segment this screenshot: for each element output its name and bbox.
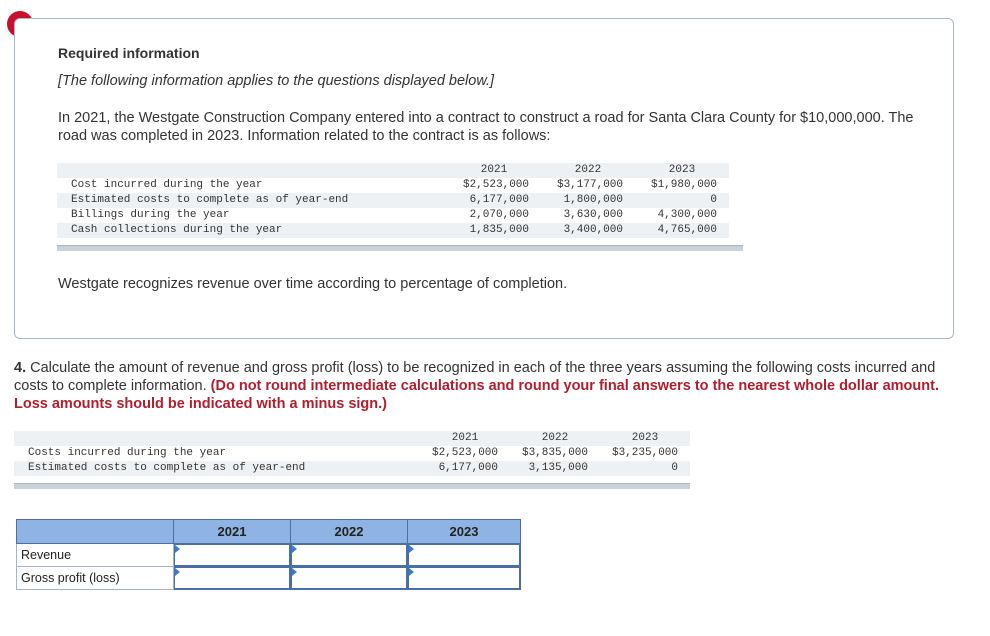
answer-header-blank xyxy=(17,520,174,544)
table-cell: 2,070,000 xyxy=(469,209,529,221)
table-row xyxy=(57,208,729,223)
answer-header-2021: 2021 xyxy=(174,520,291,544)
answer-cell xyxy=(291,544,408,567)
table-cell: 0 xyxy=(600,461,690,476)
table-cell: 6,177,000 xyxy=(420,461,510,476)
row-label: Gross profit (loss) xyxy=(17,567,174,590)
table-divider xyxy=(57,245,743,251)
answer-cell xyxy=(174,567,291,590)
table-cell: $2,523,000 xyxy=(462,179,529,191)
cell-indicator-icon xyxy=(292,568,297,576)
required-information-panel xyxy=(14,18,954,339)
table-cell: $3,835,000 xyxy=(521,447,588,459)
table-cell: $2,523,000 xyxy=(431,447,498,459)
table-cell: 3,400,000 xyxy=(541,223,635,238)
row-label: Billings during the year xyxy=(71,209,230,221)
table-cell: 1,835,000 xyxy=(447,223,541,238)
table-cell: 3,135,000 xyxy=(510,461,600,476)
table-cell: $3,235,000 xyxy=(611,447,678,459)
cell-indicator-icon xyxy=(409,568,414,576)
table-cell: 0 xyxy=(635,193,729,208)
row-label: Revenue xyxy=(17,544,174,567)
year-header: 2021 xyxy=(420,431,510,446)
revenue-2023-input[interactable] xyxy=(408,544,520,566)
question-instruction: (Do not round intermediate calculations and round your final answers to the nearest whole dollar amount. Loss amounts should be indicated with a minus sign.) xyxy=(14,378,939,412)
answer-cell xyxy=(408,544,521,567)
table-row xyxy=(57,223,729,238)
year-header: 2023 xyxy=(600,431,690,446)
gross-profit-2022-input[interactable] xyxy=(291,567,407,589)
cost-table-header xyxy=(14,431,690,446)
year-header: 2022 xyxy=(510,431,600,446)
answer-table-header xyxy=(17,520,521,544)
table-cell: 4,765,000 xyxy=(635,223,729,238)
table-row xyxy=(14,461,690,476)
row-label: Estimated costs to complete as of year-end xyxy=(57,193,447,208)
row-label: Costs incurred during the year xyxy=(28,447,227,459)
year-header: 2022 xyxy=(541,163,635,178)
required-information-title: Required information xyxy=(58,45,200,61)
table-cell: $3,177,000 xyxy=(556,179,623,191)
contract-data-table xyxy=(57,163,729,238)
table-cell: 6,177,000 xyxy=(447,193,541,208)
question-number: 4. xyxy=(14,360,27,376)
gross-profit-2023-input[interactable] xyxy=(408,567,520,589)
revenue-2022-input[interactable] xyxy=(291,544,407,566)
answer-header-2023: 2023 xyxy=(408,520,521,544)
answer-cell xyxy=(291,567,408,590)
cell-indicator-icon xyxy=(409,545,414,553)
table-cell: 1,800,000 xyxy=(541,193,635,208)
revenue-2021-input[interactable] xyxy=(174,544,290,566)
cell-indicator-icon xyxy=(175,545,180,553)
contract-table-header xyxy=(57,163,729,178)
answer-header-2022: 2022 xyxy=(291,520,408,544)
answer-cell xyxy=(408,567,521,590)
cell-indicator-icon xyxy=(175,568,180,576)
table-row xyxy=(57,193,729,208)
year-header: 2023 xyxy=(635,163,729,178)
row-label: Cash collections during the year xyxy=(57,223,447,238)
table-row xyxy=(14,446,690,461)
table-cell: 3,630,000 xyxy=(563,209,623,221)
contract-description: In 2021, the Westgate Construction Company entered into a contract to construct a road for Santa Clara County for $10,000,000. The road was completed in 2023. Information related to the contract is as follows: xyxy=(58,110,914,144)
year-header: 2021 xyxy=(447,163,541,178)
required-information-note: [The following information applies to the questions displayed below.] xyxy=(58,73,495,89)
table-row xyxy=(57,178,729,193)
cost-data-table xyxy=(14,431,690,476)
cell-indicator-icon xyxy=(292,545,297,553)
answer-table xyxy=(16,519,521,590)
row-label: Cost incurred during the year xyxy=(71,179,263,191)
answer-cell xyxy=(174,544,291,567)
table-cell: $1,980,000 xyxy=(650,179,717,191)
question-text xyxy=(14,359,944,413)
gross-profit-2021-input[interactable] xyxy=(174,567,290,589)
answer-row-gross-profit xyxy=(17,567,521,590)
table-divider xyxy=(14,483,690,489)
table-cell: 4,300,000 xyxy=(657,209,717,221)
row-label: Estimated costs to complete as of year-end xyxy=(14,461,420,476)
question-body: Calculate the amount of revenue and gross profit (loss) to be recognized in each of the three years assuming the following costs incurred and costs to complete information. xyxy=(14,360,936,394)
revenue-method-note: Westgate recognizes revenue over time according to percentage of completion. xyxy=(58,276,568,292)
answer-row-revenue xyxy=(17,544,521,567)
